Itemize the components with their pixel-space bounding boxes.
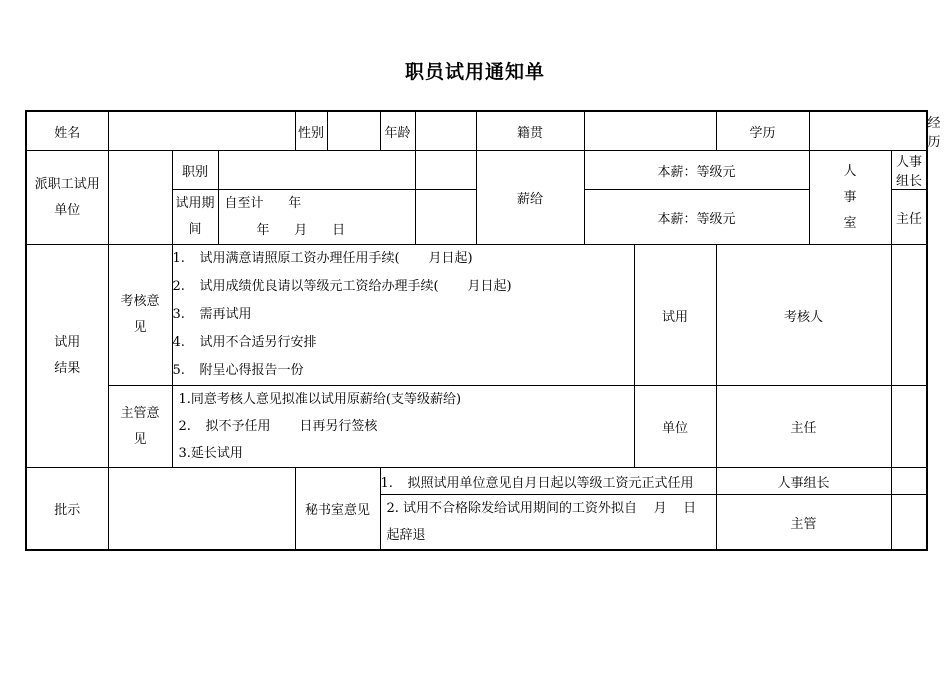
director-sign-cell[interactable] [891,386,927,468]
trial-result-label: 试用结果 [26,245,108,468]
supervisor-item: 3.延长试用 [178,446,243,461]
approval-item-1: 1. 拟照试用单位意见自月日起以等级工资元正式任用 [380,468,716,495]
hr-director-label: 主任 [891,190,927,245]
review-opinion-list [172,245,634,386]
education-label: 学历 [716,111,809,151]
review-item: 4. 试用不合适另行安排 [172,335,317,350]
age-label: 年龄 [380,111,415,151]
salary-line-1: 本薪：等级元 [584,151,809,190]
reviewer-sign-cell[interactable] [891,245,927,386]
supervisor-item: 1.同意考核人意见拟准以试用原薪给(支等级薪给) [178,392,462,407]
review-item: 5. 附呈心得报告一份 [172,363,304,378]
period-date: 年 月 日 [256,223,346,238]
name-label: 姓名 [26,111,108,151]
period-extra-cell[interactable] [415,190,476,245]
origin-label: 籍贯 [476,111,584,151]
director-label: 主任 [716,386,891,468]
secretary-opinion-label: 秘书室意见 [295,468,380,551]
trial-unit-label: 派职工试用单位 [26,151,108,245]
salary-line-2: 本薪：等级元 [584,190,809,245]
review-item: 3. 需再试用 [172,307,252,322]
approval-item-2: 2. 试用不合格除发给试用期间的工资外拟自 月 日 起辞退 [380,495,716,551]
name-value-cell[interactable] [108,111,295,151]
age-value-cell[interactable] [415,111,476,151]
education-value-cell[interactable] [809,111,927,151]
approval-value-cell[interactable] [108,468,295,551]
origin-value-cell[interactable] [584,111,716,151]
review-item: 2. 试用成绩优良请以等级元工资给办理手续( 月日起) [172,279,512,294]
reviewer-label: 考核人 [716,245,891,386]
approval-manager-sign-cell[interactable] [891,495,927,551]
position-extra-cell[interactable] [415,151,476,190]
review-item: 1. 试用满意请照原工资办理任用手续( 月日起) [172,251,473,266]
unit-label: 单位 [634,386,716,468]
review-opinion-label: 考核意见 [108,245,172,386]
trial-label: 试用 [634,245,716,386]
trial-unit-value-cell[interactable] [108,151,172,245]
hr-leader-label: 人事组长 [891,151,927,190]
position-value-cell[interactable] [218,151,415,190]
probation-notice-table: 姓名 性别 年龄 籍贯 学历 经历 派职工试用单位 职别 薪给 本薪：等级元 人事室 人事组长 试用期间 自至计 年 年 月 日 本薪：等级元 主任 试用结果 考核意见 1. 试用满意请照原工资办理任用手续( 月日起) 2. 试用成绩优良请以等级元工资给办理手续( 月日起) 3. 需再试用 4. 试用不合适另行安排 5. 附呈心得报告一份 试用 考核人 主管意见 1.同意考核人意见拟准以试用原薪给(支等级薪给) 2. 拟不予任用 日再另行签核 3.延长试用 单位 主任 批示 秘书室意见 1. 拟照试用单位意见自月日起以等级工资元正式任用 人事组长 2. 试用不合格除发给试用期间的工资外拟自 月 日 起辞退 主管 [25,110,928,551]
position-label: 职别 [172,151,218,190]
form-title: 职员试用通知单 [404,61,545,83]
approval-hr-leader-sign-cell[interactable] [891,468,927,495]
supervisor-opinion-list [172,386,634,468]
period-from: 自至计 年 [224,196,302,211]
gender-value-cell[interactable] [327,111,380,151]
period-value-cell[interactable] [218,190,415,245]
approval-manager-label: 主管 [716,495,891,551]
approval-label: 批示 [26,468,108,551]
gender-label: 性别 [295,111,327,151]
salary-label: 薪给 [476,151,584,245]
supervisor-item: 2. 拟不予任用 日再另行签核 [178,419,378,434]
hr-office-label: 人事室 [809,151,891,245]
supervisor-opinion-label: 主管意见 [108,386,172,468]
period-label: 试用期间 [172,190,218,245]
approval-hr-leader-label: 人事组长 [716,468,891,495]
